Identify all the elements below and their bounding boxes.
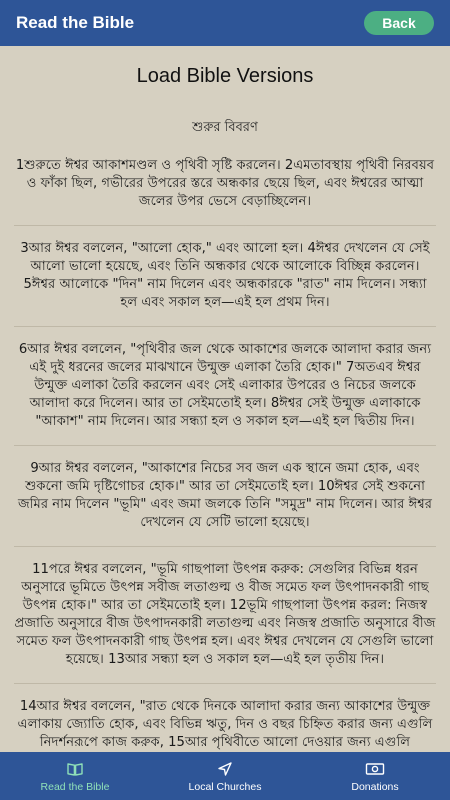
content-area[interactable] (0, 46, 450, 752)
money-icon (365, 760, 385, 778)
nav-read-the-bible[interactable] (0, 752, 150, 800)
book-icon (67, 760, 83, 778)
nav-label: Donations (351, 780, 399, 793)
chapter-heading: শুরুর বিবরণ (192, 120, 258, 135)
verse-paragraph: 11পরে ঈশ্বর বললেন, "ভূমি গাছপালা উৎপন্ন করুক: সেগুলির বিভিন্ন ধরন অনুসারে ভূমিতে উৎপন্ন সবীজ লতাগুল্ম ও বীজ সমেত ফল উৎপাদনকারী গাছ উৎপন্ন হোক।" আর তা সেইমতোই হল। 12ভূমি গাছপালা উৎপন্ন করল: নিজস্ব প্রজাতি অনুসারে বীজ উৎপাদনকারী লতাগুল্ম এবং নিজস্ব প্রজাতি অনুসারে বীজ সমেত ফল উৎপাদনকারী গাছ উৎপন্ন হল। এবং ঈশ্বর দেখলেন যে সেগুলি ভালো হয়েছে। 13আর সন্ধ্যা হল ও সকাল হল—এই হল তৃতীয় দিন। (14, 561, 436, 684)
verse-paragraph: 14আর ঈশ্বর বললেন, "রাত থেকে দিনকে আলাদা করার জন্য আকাশের উন্মুক্ত এলাকায় জ্যোতি হোক, এবং বিভিন্ন ঋতু, দিন ও বছর চিহ্নিত করার জন্য এগুলি নিদর্শনরূপে কাজ করুক, 15আর পৃথিবীতে আলো দেওয়ার জন্য এগুলি (17, 699, 433, 750)
nav-label: Local Churches (188, 780, 262, 793)
bottom-navigation (0, 752, 450, 800)
app-bar (0, 0, 450, 46)
app-title: Read the Bible (16, 13, 135, 32)
nav-label: Read the Bible (40, 780, 110, 793)
nav-local-churches[interactable] (150, 752, 300, 800)
verse-paragraph: 3আর ঈশ্বর বললেন, "আলো হোক," এবং আলো হল। 4ঈশ্বর দেখলেন যে সেই আলো ভালো হয়েছে, এবং তিনি অন্ধকার থেকে আলোকে বিচ্ছিন্ন করলেন। 5ঈশ্বর আলোকে "দিন" নাম দিলেন এবং অন্ধকারকে "রাত" নাম দিলেন। সন্ধ্যা হল এবং সকাল হল—এই হল প্রথম দিন। (14, 240, 436, 327)
verse-paragraph: 9আর ঈশ্বর বললেন, "আকাশের নিচের সব জল এক স্থানে জমা হোক, এবং শুকনো জমি দৃষ্টিগোচর হোক।" আর তা সেইমতোই হল। 10ঈশ্বর সেই শুকনো জমির নাম দিলেন "ভূমি" এবং জমা জলকে তিনি "সমুদ্র" নাম দিলেন। আর ঈশ্বর দেখলেন যে সেটি ভালো হয়েছে। (14, 460, 436, 547)
verse-paragraph: 1শুরুতে ঈশ্বর আকাশমণ্ডল ও পৃথিবী সৃষ্টি করলেন। 2এমতাবস্থায় পৃথিবী নিরবয়ব ও ফাঁকা ছিল, গভীরের উপরের স্তরে অন্ধকার ছেয়ে ছিল, এবং ঈশ্বরের আত্মা জলের উপর ভেসে বেড়াচ্ছিলেন। (14, 157, 436, 226)
verse-paragraph: 6আর ঈশ্বর বললেন, "পৃথিবীর জল থেকে আকাশের জলকে আলাদা করার জন্য এই দুই ধরনের জলের মাঝখানে উন্মুক্ত এলাকা তৈরি হোক।" 7অতএব ঈশ্বর উন্মুক্ত এলাকা তৈরি করলেন এবং সেই এলাকার উপরের ও নিচের জলকে আলাদা করে দিলেন। আর তা সেইমতোই হল। 8ঈশ্বর সেই উন্মুক্ত এলাকাকে "আকাশ" নাম দিলেন। আর সন্ধ্যা হল ও সকাল হল—এই হল দ্বিতীয় দিন। (14, 341, 436, 446)
page-title: Load Bible Versions (136, 65, 314, 87)
nav-donations[interactable] (300, 752, 450, 800)
verse-list (14, 157, 436, 752)
navigation-arrow-icon (217, 760, 233, 778)
back-button[interactable]: Back (364, 11, 434, 35)
